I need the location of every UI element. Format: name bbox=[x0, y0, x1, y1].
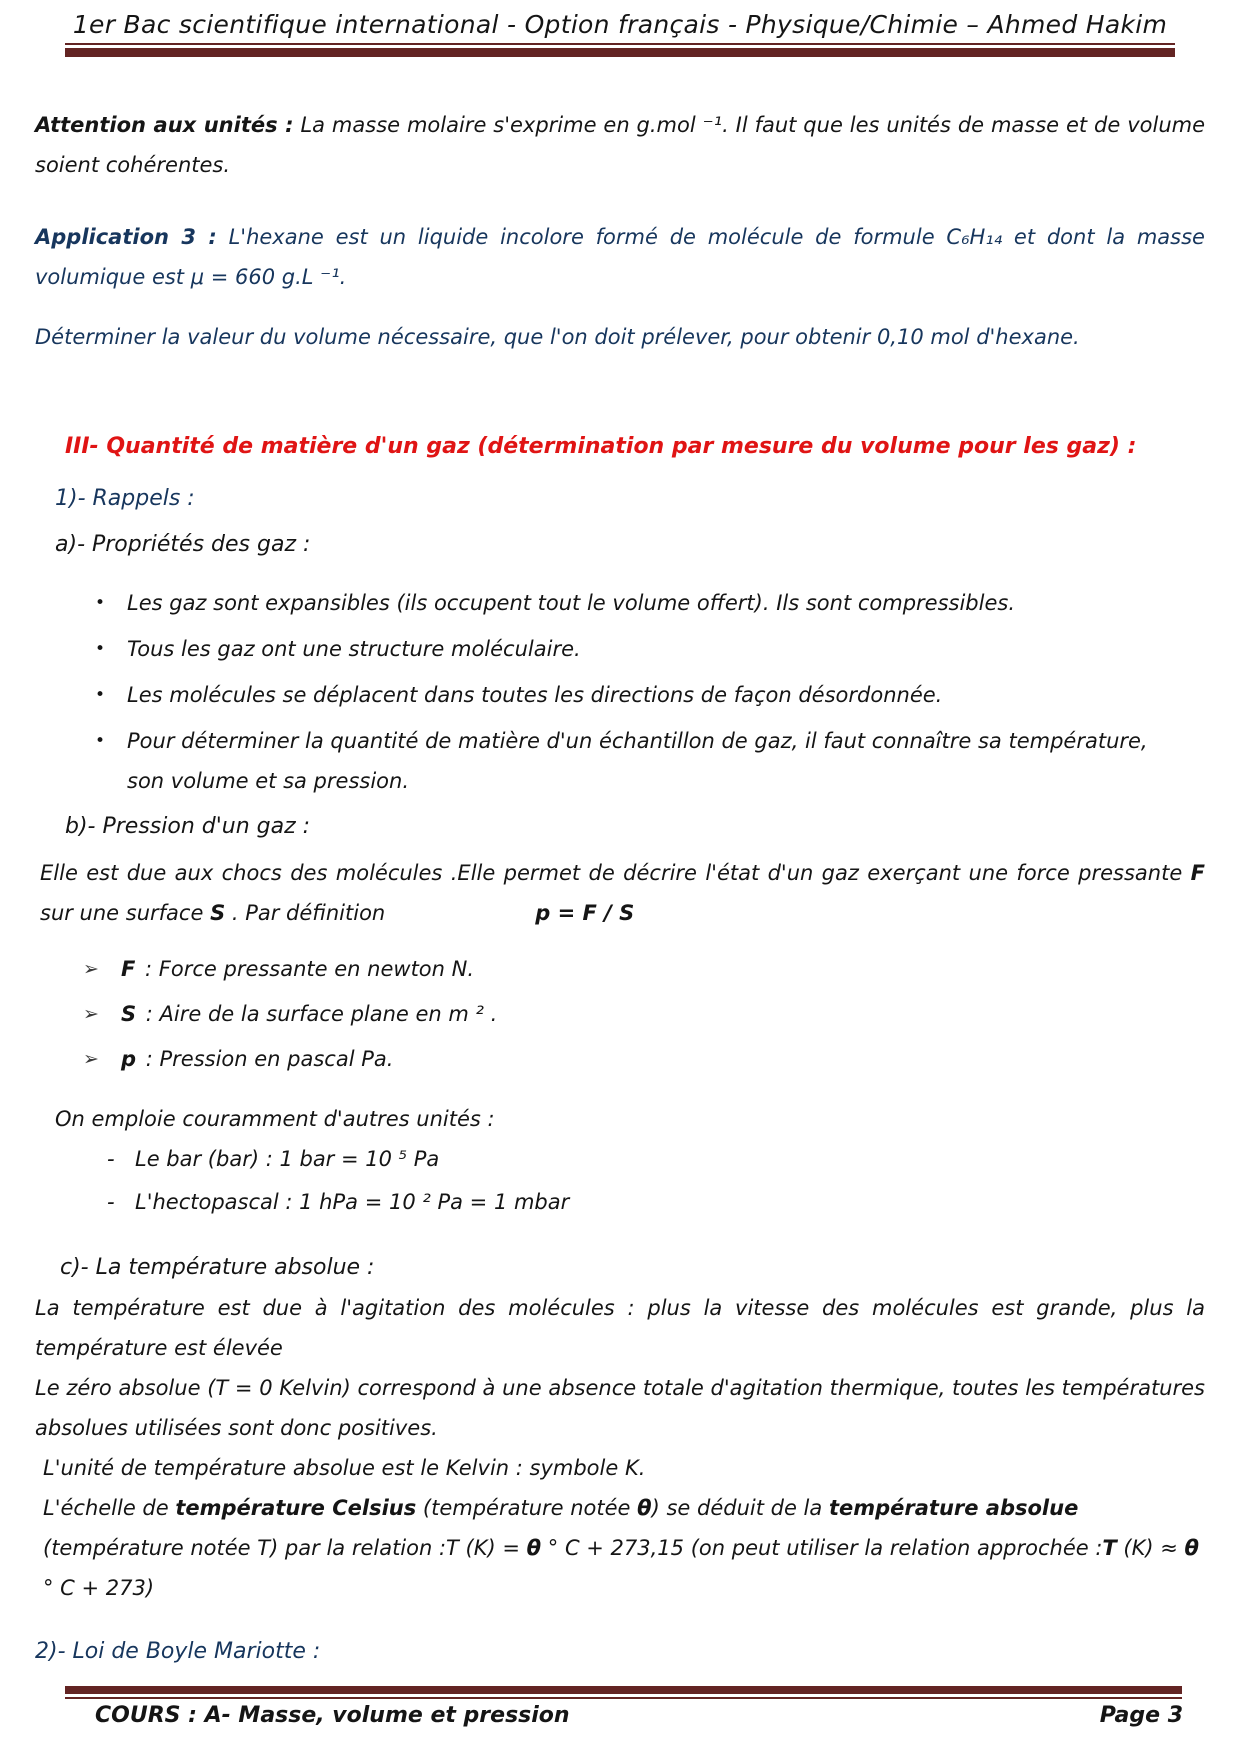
list-item bbox=[95, 675, 1185, 715]
bullet-icon: • bbox=[95, 685, 106, 705]
page-header-title: 1er Bac scientifique international - Option français - Physique/Chimie – Ahmed Hakim bbox=[72, 10, 1168, 39]
list-item bbox=[107, 1182, 1205, 1222]
temperature-paragraph-4: L'échelle de température Celsius (température notée θ) se déduit de la température absolue (température notée T) par la relation :T (K) = θ ° C + 273,15 (on peut utiliser la relation approchée :T (K) ≈ θ ° C + 273) bbox=[43, 1496, 1199, 1600]
list-item bbox=[107, 1139, 1205, 1179]
arrow-bullet-icon: ➢ bbox=[83, 1048, 99, 1070]
surface-symbol: S bbox=[210, 901, 226, 925]
gas-properties-list bbox=[35, 583, 1205, 801]
dash-bullet-icon: - bbox=[107, 1147, 115, 1171]
list-item bbox=[95, 583, 1185, 623]
pressure-formula: p = F / S bbox=[535, 901, 635, 925]
subsection-2-boyle-title: 2)- Loi de Boyle Mariotte : bbox=[35, 1639, 321, 1664]
application-3-paragraph bbox=[35, 217, 1205, 297]
application-3-question: Déterminer la valeur du volume nécessaire, que l'on doit prélever, pour obtenir 0,10 mol d'hexane. bbox=[35, 325, 1080, 349]
header-rule bbox=[65, 43, 1175, 57]
list-item-text: Tous les gaz ont une structure moléculaire. bbox=[127, 637, 581, 661]
theta-symbol: θ bbox=[526, 1536, 542, 1560]
theta-symbol: θ bbox=[1184, 1536, 1199, 1560]
attention-label: Attention aux unités : bbox=[35, 113, 294, 137]
unit-text: Le bar (bar) : 1 bar = 10 ⁵ Pa bbox=[135, 1147, 440, 1171]
attention-note-paragraph bbox=[35, 105, 1205, 185]
list-item-text: Pour déterminer la quantité de matière d'un échantillon de gaz, il faut connaître sa température, son volume et sa pression. bbox=[127, 729, 1148, 793]
page-number: Page 3 bbox=[1099, 1703, 1183, 1728]
pression-intro-paragraph bbox=[40, 853, 1205, 933]
pressure-definitions-list bbox=[35, 949, 1205, 1079]
subsection-c-temperature-title: c)- La température absolue : bbox=[60, 1255, 375, 1280]
list-item bbox=[83, 994, 1205, 1034]
list-item bbox=[83, 949, 1205, 989]
term-symbol: S bbox=[121, 1002, 137, 1026]
term-definition: : Pression en pascal Pa. bbox=[139, 1047, 394, 1071]
application-3-body: L'hexane est un liquide incolore formé de molécule de formule C₆H₁₄ et dont la masse volumique est μ = 660 g.L ⁻¹. bbox=[35, 225, 1205, 289]
header-rule-thick-line bbox=[65, 48, 1175, 57]
term-definition: : Aire de la surface plane en m ² . bbox=[139, 1002, 498, 1026]
list-item-text: Les molécules se déplacent dans toutes les directions de façon désordonnée. bbox=[127, 683, 943, 707]
pression-intro-text: . Par définition bbox=[225, 901, 386, 925]
subsection-b-pression-title: b)- Pression d'un gaz : bbox=[65, 814, 311, 839]
footer-rule bbox=[65, 1686, 1182, 1699]
arrow-bullet-icon: ➢ bbox=[83, 1003, 99, 1025]
application-3-label: Application 3 : bbox=[35, 225, 217, 249]
theta-symbol: θ bbox=[637, 1496, 652, 1520]
other-units-intro: On emploie couramment d'autres unités : bbox=[55, 1107, 495, 1131]
term-symbol: F bbox=[121, 957, 136, 981]
pression-intro-text: sur une surface bbox=[40, 901, 211, 925]
list-item-text: Les gaz sont expansibles (ils occupent tout le volume offert). Ils sont compressibles. bbox=[127, 591, 1016, 615]
dash-bullet-icon: - bbox=[107, 1190, 115, 1214]
section-iii-title: III- Quantité de matière d'un gaz (détermination par mesure du volume pour les gaz) : bbox=[65, 434, 1137, 459]
temperature-paragraph-1: La température est due à l'agitation des molécules : plus la vitesse des molécules est grande, plus la température est élevée bbox=[35, 1296, 1205, 1360]
celsius-term: température Celsius bbox=[175, 1496, 417, 1520]
list-item bbox=[95, 721, 1185, 801]
footer-course-label: COURS : A- Masse, volume et pression bbox=[95, 1703, 570, 1728]
subsection-1-rappels-title: 1)- Rappels : bbox=[55, 486, 195, 511]
unit-text: L'hectopascal : 1 hPa = 10 ² Pa = 1 mbar bbox=[135, 1190, 570, 1214]
force-symbol: F bbox=[1190, 861, 1205, 885]
attention-body: La masse molaire s'exprime en g.mol ⁻¹. Il faut que les unités de masse et de volume soient cohérentes. bbox=[35, 113, 1206, 177]
list-item bbox=[83, 1039, 1205, 1079]
page-footer bbox=[95, 1703, 1183, 1728]
footer-rule-thin-line bbox=[65, 1697, 1182, 1699]
bullet-icon: • bbox=[95, 731, 106, 751]
subsection-a-proprietes-title: a)- Propriétés des gaz : bbox=[55, 532, 311, 557]
footer-rule-thick-line bbox=[65, 1686, 1182, 1694]
arrow-bullet-icon: ➢ bbox=[83, 958, 99, 980]
list-item bbox=[95, 629, 1185, 669]
pression-intro-text: Elle est due aux chocs des molécules .Elle permet de décrire l'état d'un gaz exerçant une force pressante bbox=[40, 861, 1191, 885]
term-symbol: p bbox=[121, 1047, 137, 1071]
temperature-paragraph-2: Le zéro absolue (T = 0 Kelvin) correspond à une absence totale d'agitation thermique, toutes les températures absolues utilisées sont donc positives. bbox=[35, 1376, 1205, 1440]
bullet-icon: • bbox=[95, 639, 106, 659]
absolute-temp-term: température absolue bbox=[828, 1496, 1079, 1520]
temperature-paragraph-3: L'unité de température absolue est le Kelvin : symbole K. bbox=[43, 1456, 646, 1480]
bullet-icon: • bbox=[95, 593, 106, 613]
other-units-list bbox=[35, 1139, 1205, 1222]
term-definition: : Force pressante en newton N. bbox=[138, 957, 475, 981]
kelvin-symbol: T bbox=[1102, 1536, 1117, 1560]
